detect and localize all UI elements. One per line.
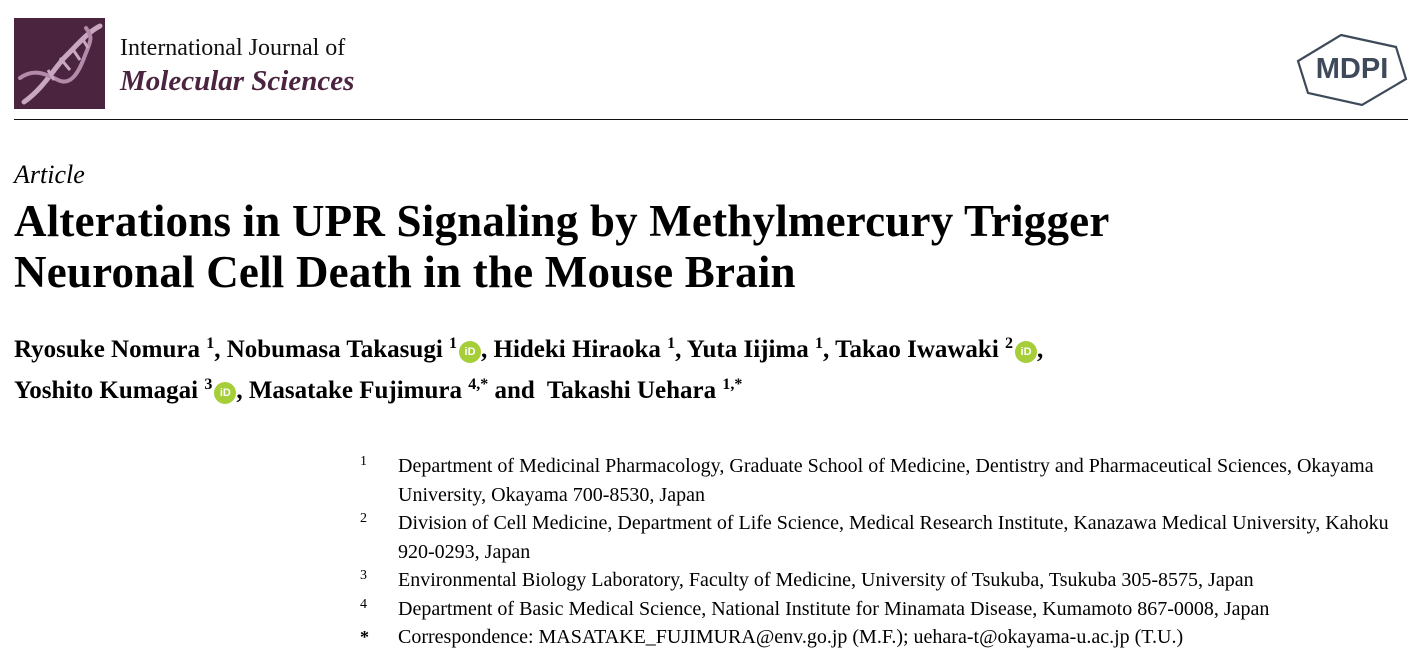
author-affiliation-ref: 1	[206, 335, 215, 352]
orcid-icon[interactable]: iD	[459, 341, 481, 363]
header-divider	[14, 119, 1408, 120]
author-name[interactable]: Yoshito Kumagai	[14, 377, 199, 404]
correspondence-text[interactable]: Correspondence: MASATAKE_FUJIMURA@env.go.jp (M.F.); uehara-t@okayama-u.ac.jp (T.U.)	[398, 626, 1184, 648]
journal-name-line1: International Journal of	[120, 35, 346, 61]
affiliation-text: Department of Basic Medical Science, National Institute for Minamata Disease, Kumamoto 867-0008, Japan	[398, 597, 1270, 620]
article-type: Article	[14, 160, 85, 189]
publisher-name: MDPI	[1315, 53, 1389, 85]
affiliation-text: Division of Cell Medicine, Department of Life Science, Medical Research Institute, Kanazawa Medical University, Kahoku 920-0293, Japan	[398, 512, 1389, 563]
author-separator: ,	[675, 336, 687, 363]
author-name[interactable]: Yuta Iijima	[686, 336, 809, 363]
affiliation-item	[360, 595, 1410, 624]
journal-name	[120, 34, 354, 99]
affiliation-item	[360, 452, 1410, 509]
author-name[interactable]: Takao Iwawaki	[835, 336, 999, 363]
author-affiliation-ref: 1	[449, 335, 458, 352]
affiliation-item	[360, 566, 1410, 595]
author-line	[14, 326, 1314, 367]
author-name[interactable]: Hideki Hiraoka	[493, 336, 661, 363]
author-separator: ,	[1037, 336, 1044, 363]
author-separator: and	[488, 377, 542, 404]
author-name[interactable]: Nobumasa Takasugi	[226, 336, 443, 363]
author-separator: ,	[236, 377, 249, 404]
affiliation-marker: 2	[360, 511, 367, 526]
author-separator: ,	[481, 336, 494, 363]
paper-title	[14, 196, 1314, 298]
orcid-icon[interactable]: iD	[214, 382, 236, 404]
affiliation-item	[360, 509, 1410, 566]
paper-title-line2: Neuronal Cell Death in the Mouse Brain	[14, 247, 796, 297]
affiliation-text: Department of Medicinal Pharmacology, Graduate School of Medicine, Dentistry and Pharmaceutical Sciences, Okayama University, Okayama 700-8530, Japan	[398, 455, 1374, 506]
correspondence-marker: *	[360, 627, 369, 647]
paper-title-line1: Alterations in UPR Signaling by Methylmercury Trigger	[14, 196, 1110, 246]
orcid-icon[interactable]: iD	[1015, 341, 1037, 363]
affiliation-marker: 4	[360, 596, 367, 612]
author-separator: ,	[214, 336, 227, 363]
author-separator: ,	[823, 336, 836, 363]
author-name[interactable]: Masatake Fujimura	[248, 377, 462, 404]
journal-logo	[14, 18, 105, 109]
correspondence	[360, 623, 1410, 652]
author-line	[14, 367, 1314, 408]
dna-helix-icon	[14, 18, 105, 109]
publisher-logo	[1296, 33, 1408, 107]
author-name[interactable]: Ryosuke Nomura	[14, 336, 200, 363]
author-affiliation-ref: 1,*	[722, 376, 743, 393]
affiliation-text: Environmental Biology Laboratory, Faculty of Medicine, University of Tsukuba, Tsukuba 305-8575, Japan	[398, 569, 1254, 591]
affiliation-marker: 1	[360, 454, 367, 469]
journal-name-line2: Molecular Sciences	[120, 64, 355, 97]
author-name[interactable]: Takashi Uehara	[546, 377, 717, 404]
author-affiliation-ref: 1	[667, 335, 676, 352]
affiliation-list	[360, 452, 1410, 652]
author-affiliation-ref: 2	[1005, 335, 1014, 352]
author-affiliation-ref: 1	[815, 335, 823, 352]
affiliation-marker: 3	[360, 568, 367, 583]
author-list	[14, 326, 1314, 408]
author-affiliation-ref: 3	[204, 376, 213, 393]
author-affiliation-ref: 4,*	[468, 376, 489, 393]
